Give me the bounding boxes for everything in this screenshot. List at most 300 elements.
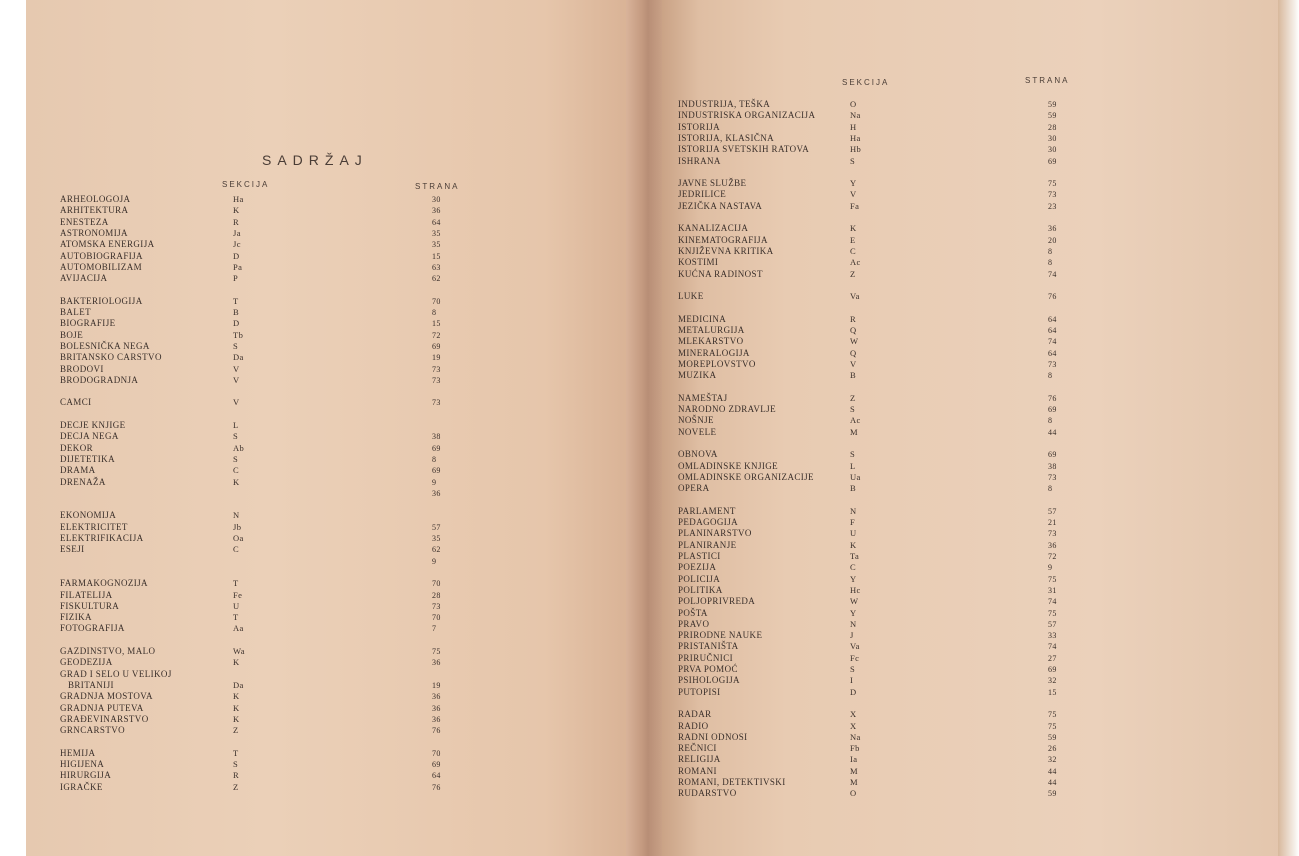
page-number: 69 bbox=[1048, 450, 1057, 460]
page-number: 15 bbox=[432, 251, 441, 261]
page-number: 76 bbox=[1048, 292, 1057, 302]
page-number: 75 bbox=[1048, 574, 1057, 584]
section-code: K bbox=[233, 476, 240, 487]
index-row bbox=[0, 630, 1299, 641]
index-row bbox=[0, 99, 1299, 110]
section-code: Ab bbox=[233, 442, 245, 453]
section-code: K bbox=[850, 223, 857, 234]
topic-name: AUTOMOBILIZAM bbox=[60, 261, 143, 272]
section-code: R bbox=[233, 216, 240, 227]
index-row bbox=[0, 709, 1299, 720]
section-code: Ac bbox=[850, 257, 861, 268]
page-number: 19 bbox=[432, 353, 441, 363]
section-code: Ac bbox=[850, 415, 861, 426]
topic-name: OMLADINSKE ORGANIZACIJE bbox=[678, 471, 814, 482]
page-number: 73 bbox=[432, 398, 441, 408]
section-code: M bbox=[850, 765, 858, 776]
topic-name: FISKULTURA bbox=[60, 600, 120, 611]
page-number: 36 bbox=[1048, 224, 1057, 234]
topic-name: REČNICI bbox=[678, 743, 717, 754]
section-code: O bbox=[850, 99, 857, 109]
topic-name: OPERA bbox=[678, 483, 710, 494]
page-number: 70 bbox=[432, 296, 441, 306]
page-number: 70 bbox=[432, 748, 441, 758]
page-number: 8 bbox=[1048, 246, 1053, 256]
left-header-strana: STRANA bbox=[415, 182, 460, 191]
topic-name: POLJOPRIVREDA bbox=[678, 596, 756, 607]
section-code: S bbox=[233, 340, 239, 351]
page-number: 8 bbox=[1048, 416, 1053, 426]
index-row bbox=[0, 540, 1299, 551]
topic-name: PRISTANIŠTA bbox=[678, 641, 739, 652]
section-code: O bbox=[850, 788, 857, 799]
index-row bbox=[0, 223, 1299, 234]
left-header-sekcija: SEKCIJA bbox=[222, 180, 270, 189]
section-code: Z bbox=[233, 781, 239, 792]
section-code: Na bbox=[850, 110, 861, 121]
page-number: 73 bbox=[432, 601, 441, 611]
topic-name: DRENAŽA bbox=[60, 476, 106, 487]
section-code: I bbox=[850, 675, 854, 686]
page-number: 64 bbox=[1048, 348, 1057, 358]
page-number: 28 bbox=[432, 590, 441, 600]
section-code: Z bbox=[233, 725, 239, 736]
section-code: K bbox=[233, 205, 240, 216]
page-number: 57 bbox=[432, 522, 441, 532]
section-code: H bbox=[850, 121, 857, 132]
topic-name: MEDICINA bbox=[678, 313, 727, 324]
index-row bbox=[0, 269, 1299, 280]
index-row bbox=[0, 788, 1299, 799]
index-row bbox=[0, 732, 1299, 743]
topic-name: IGRAČKE bbox=[60, 781, 103, 792]
topic-name: CAMCI bbox=[60, 397, 92, 408]
index-row bbox=[0, 483, 1299, 494]
topic-name: GEODEZIJA bbox=[60, 657, 113, 668]
index-row bbox=[0, 156, 1299, 167]
section-code: S bbox=[850, 449, 856, 460]
page-number: 73 bbox=[1048, 472, 1057, 482]
page-number: 74 bbox=[1048, 269, 1057, 279]
section-code: Z bbox=[850, 268, 856, 279]
section-code: R bbox=[850, 313, 857, 324]
section-code: C bbox=[850, 562, 857, 573]
topic-name: GRNCARSTVO bbox=[60, 725, 126, 736]
index-row bbox=[0, 314, 1299, 325]
topic-name: AVIJACIJA bbox=[60, 273, 108, 284]
topic-name: GRADNJA PUTEVA bbox=[60, 702, 144, 713]
page-number: 27 bbox=[1048, 653, 1057, 663]
topic-name: PRIRUČNICI bbox=[678, 652, 734, 663]
page-number: 20 bbox=[1048, 235, 1057, 245]
section-code: J bbox=[850, 630, 854, 641]
section-code: F bbox=[850, 517, 856, 528]
index-row bbox=[0, 461, 1299, 472]
section-code: B bbox=[850, 483, 857, 494]
index-row bbox=[0, 133, 1299, 144]
page-number: 9 bbox=[432, 556, 437, 566]
index-row bbox=[0, 415, 1299, 426]
page-number: 33 bbox=[1048, 631, 1057, 641]
section-code: Va bbox=[850, 291, 860, 302]
section-code: Pa bbox=[233, 261, 243, 272]
topic-name: POEZIJA bbox=[678, 562, 717, 573]
section-code: Jb bbox=[233, 521, 242, 532]
topic-name: GRAĐEVINARSTVO bbox=[60, 713, 149, 724]
page-number: 74 bbox=[1048, 597, 1057, 607]
section-code: K bbox=[233, 657, 240, 668]
page-number: 73 bbox=[1048, 529, 1057, 539]
page-number: 70 bbox=[432, 613, 441, 623]
topic-name: POLITIKA bbox=[678, 584, 723, 595]
index-row bbox=[0, 721, 1299, 732]
topic-name: NOŠNJE bbox=[678, 415, 714, 426]
page-title: SADRŽAJ bbox=[262, 152, 368, 168]
page-number: 8 bbox=[1048, 484, 1053, 494]
index-row bbox=[0, 122, 1299, 133]
page-number: 32 bbox=[1048, 755, 1057, 765]
section-code: K bbox=[233, 691, 240, 702]
section-code: Oa bbox=[233, 533, 244, 543]
page-number: 30 bbox=[432, 195, 441, 204]
page-number: 59 bbox=[1048, 100, 1057, 109]
section-code: V bbox=[233, 374, 240, 385]
section-code: Hc bbox=[850, 584, 861, 595]
section-code: W bbox=[850, 596, 859, 607]
topic-name: KNJIŽEVNA KRITIKA bbox=[678, 245, 774, 256]
page-number: 32 bbox=[1048, 676, 1057, 686]
page-number: 35 bbox=[432, 534, 441, 543]
page-number: 70 bbox=[432, 579, 441, 589]
topic-name: DECJE KNJIGE bbox=[60, 420, 126, 430]
topic-name: DEKOR bbox=[60, 442, 93, 453]
section-code: Wa bbox=[233, 646, 245, 656]
topic-name: FILATELIJA bbox=[60, 589, 113, 600]
topic-name: POLICIJA bbox=[678, 573, 721, 584]
page-number: 36 bbox=[432, 703, 441, 713]
section-code: Fe bbox=[233, 589, 243, 600]
topic-name: BAKTERIOLOGIJA bbox=[60, 295, 143, 306]
topic-name: HEMIJA bbox=[60, 747, 96, 758]
section-code: S bbox=[233, 453, 239, 464]
topic-name: RADNI ODNOSI bbox=[678, 731, 748, 742]
topic-name: PLANINARSTVO bbox=[678, 528, 752, 539]
topic-name: EKONOMIJA bbox=[60, 510, 117, 521]
topic-name: PARLAMENT bbox=[678, 505, 736, 516]
page-number: 62 bbox=[432, 274, 441, 284]
section-code: K bbox=[850, 539, 857, 550]
page-number: 74 bbox=[1048, 337, 1057, 347]
page-number: 36 bbox=[432, 206, 441, 216]
index-row bbox=[0, 427, 1299, 438]
index-row bbox=[0, 370, 1299, 381]
topic-name: METALURGIJA bbox=[678, 325, 745, 335]
topic-name: MOREPLOVSTVO bbox=[678, 358, 756, 369]
page-number: 72 bbox=[432, 330, 441, 340]
topic-name: ISHRANA bbox=[678, 155, 721, 166]
section-code: D bbox=[233, 318, 240, 329]
page-number: 75 bbox=[1048, 608, 1057, 618]
topic-name: RADIO bbox=[678, 720, 709, 731]
page-number: 59 bbox=[1048, 732, 1057, 742]
page-number: 69 bbox=[1048, 156, 1057, 166]
section-code: C bbox=[233, 544, 240, 555]
section-code: Ia bbox=[850, 754, 858, 765]
page-number: 15 bbox=[1048, 687, 1057, 697]
index-row bbox=[0, 608, 1299, 619]
section-code: S bbox=[233, 431, 239, 442]
section-code: B bbox=[233, 307, 240, 317]
section-code: M bbox=[850, 777, 858, 787]
topic-name: JEDRILICE bbox=[678, 189, 727, 200]
topic-name: LUKE bbox=[678, 291, 704, 302]
topic-name: MLEKARSTVO bbox=[678, 336, 744, 347]
section-code: K bbox=[233, 713, 240, 724]
page-number: 57 bbox=[1048, 506, 1057, 516]
topic-name: KINEMATOGRAFIJA bbox=[678, 234, 768, 245]
topic-name: FOTOGRAFIJA bbox=[60, 623, 125, 634]
page-number: 75 bbox=[432, 647, 441, 656]
index-row bbox=[0, 562, 1299, 573]
page-number: 72 bbox=[1048, 552, 1057, 561]
topic-name: FIZIKA bbox=[60, 612, 92, 623]
topic-name: ELEKTRIFIKACIJA bbox=[60, 533, 144, 543]
topic-name: MUZIKA bbox=[678, 370, 717, 381]
topic-name: DIJETETIKA bbox=[60, 453, 115, 464]
topic-name: RELIGIJA bbox=[678, 754, 721, 765]
index-row bbox=[0, 110, 1299, 121]
page-number: 76 bbox=[432, 782, 441, 792]
index-row bbox=[0, 144, 1299, 155]
section-code: Da bbox=[233, 679, 244, 690]
index-row bbox=[0, 449, 1299, 460]
topic-name: BRITANSKO CARSTVO bbox=[60, 352, 162, 363]
page-number: 7 bbox=[432, 624, 437, 634]
index-row bbox=[0, 619, 1299, 630]
section-code: Y bbox=[850, 178, 857, 189]
index-row bbox=[0, 585, 1299, 596]
page-number: 74 bbox=[1048, 642, 1057, 652]
section-code: N bbox=[850, 505, 857, 516]
index-row bbox=[0, 235, 1299, 246]
topic-name: ARHEOLOGOJA bbox=[60, 194, 131, 204]
section-code: Q bbox=[850, 347, 857, 358]
topic-name: NARODNO ZDRAVLJE bbox=[678, 404, 776, 415]
page-number: 38 bbox=[432, 432, 441, 442]
right-header-strana: STRANA bbox=[1025, 76, 1070, 85]
page-number: 69 bbox=[432, 760, 441, 769]
index-row bbox=[0, 517, 1299, 528]
index-row bbox=[0, 348, 1299, 359]
page-number: 44 bbox=[1048, 427, 1057, 437]
topic-name: BRODOVI bbox=[60, 363, 104, 374]
section-code: V bbox=[850, 189, 857, 200]
topic-name: AUTOBIOGRAFIJA bbox=[60, 250, 143, 261]
page-number: 69 bbox=[432, 341, 441, 351]
topic-name: ASTRONOMIJA bbox=[60, 227, 128, 238]
page-number: 26 bbox=[1048, 744, 1057, 754]
section-code: Ua bbox=[850, 471, 861, 482]
index-row bbox=[0, 687, 1299, 698]
section-code: N bbox=[233, 510, 240, 521]
topic-name: PRVA POMOĆ bbox=[678, 664, 738, 674]
section-code: Ta bbox=[850, 551, 860, 561]
page-number: 76 bbox=[1048, 393, 1057, 403]
index-row bbox=[0, 777, 1299, 788]
topic-name: INDUSTRISKA ORGANIZACIJA bbox=[678, 110, 816, 121]
section-code: V bbox=[850, 358, 857, 369]
topic-name: GAZDINSTVO, MALO bbox=[60, 646, 156, 656]
topic-name: ISTORIJA bbox=[678, 121, 721, 132]
topic-name: BOLESNIČKA NEGA bbox=[60, 340, 150, 351]
index-row bbox=[0, 754, 1299, 765]
index-row bbox=[0, 574, 1299, 585]
section-code: Aa bbox=[233, 623, 244, 634]
section-code: E bbox=[850, 234, 856, 245]
section-code: L bbox=[850, 460, 856, 471]
section-code: X bbox=[850, 709, 857, 720]
section-code: M bbox=[850, 426, 858, 437]
page-number: 23 bbox=[1048, 201, 1057, 211]
page-number: 64 bbox=[1048, 326, 1057, 335]
topic-name: ATOMSKA ENERGIJA bbox=[60, 239, 155, 250]
page-number: 8 bbox=[432, 308, 437, 317]
section-code: Ja bbox=[233, 227, 241, 238]
index-row bbox=[0, 359, 1299, 370]
topic-name: KOSTIMI bbox=[678, 257, 719, 268]
section-code: C bbox=[233, 465, 240, 476]
page-number: 9 bbox=[1048, 563, 1053, 573]
page-number: 35 bbox=[432, 240, 441, 250]
topic-name: BRITANIJI bbox=[68, 679, 114, 690]
page-number: 57 bbox=[1048, 619, 1057, 629]
page-number: 30 bbox=[1048, 133, 1057, 143]
index-row bbox=[0, 596, 1299, 607]
section-code: T bbox=[233, 295, 239, 306]
topic-name: ISTORIJA, KLASIČNA bbox=[678, 132, 775, 143]
topic-name: POŠTA bbox=[678, 607, 708, 618]
index-row bbox=[0, 404, 1299, 415]
page-number: 44 bbox=[1048, 766, 1057, 776]
page-number: 28 bbox=[1048, 122, 1057, 132]
index-row bbox=[0, 325, 1299, 336]
page-number: 30 bbox=[1048, 145, 1057, 155]
topic-name: RUDARSTVO bbox=[678, 788, 737, 799]
section-code: Fc bbox=[850, 652, 860, 663]
topic-name: HIRURGIJA bbox=[60, 770, 112, 781]
index-row bbox=[0, 743, 1299, 754]
page-number: 69 bbox=[1048, 665, 1057, 674]
topic-name: NAMEŠTAJ bbox=[678, 392, 728, 403]
section-code: S bbox=[850, 664, 856, 674]
section-code: Va bbox=[850, 641, 860, 652]
topic-name: BOJE bbox=[60, 329, 84, 340]
index-row bbox=[0, 189, 1299, 200]
page-number: 36 bbox=[432, 488, 441, 498]
section-code: S bbox=[850, 155, 856, 166]
page-number: 59 bbox=[1048, 111, 1057, 121]
topic-name: ISTORIJA SVETSKIH RATOVA bbox=[678, 144, 810, 155]
page-number: 75 bbox=[1048, 179, 1057, 189]
page-number: 8 bbox=[1048, 371, 1053, 381]
section-code: Q bbox=[850, 325, 857, 335]
index-row bbox=[0, 291, 1299, 302]
index-row bbox=[0, 472, 1299, 483]
topic-name: PRIRODNE NAUKE bbox=[678, 630, 763, 641]
index-row bbox=[0, 653, 1299, 664]
topic-name: PLASTICI bbox=[678, 551, 721, 561]
index-row bbox=[0, 201, 1299, 212]
topic-name: ROMANI bbox=[678, 765, 717, 776]
page-number: 8 bbox=[1048, 258, 1053, 268]
index-row bbox=[0, 766, 1299, 777]
page-number: 73 bbox=[432, 375, 441, 385]
index-row bbox=[0, 528, 1299, 539]
page-number: 76 bbox=[432, 726, 441, 736]
section-code: Hb bbox=[850, 144, 862, 155]
topic-name: BIOGRAFIJE bbox=[60, 318, 116, 329]
index-row bbox=[0, 551, 1299, 562]
topic-name: JAVNE SLUŽBE bbox=[678, 178, 747, 189]
page-number: 69 bbox=[1048, 405, 1057, 415]
page-number: 15 bbox=[432, 319, 441, 329]
page-number: 75 bbox=[1048, 721, 1057, 731]
topic-name: PUTOPISI bbox=[678, 686, 721, 697]
topic-name: ARHITEKTURA bbox=[60, 205, 129, 216]
topic-name: INDUSTRIJA, TEŠKA bbox=[678, 99, 771, 109]
page-number: 73 bbox=[1048, 190, 1057, 200]
page-number: 36 bbox=[432, 658, 441, 668]
index-row bbox=[0, 675, 1299, 686]
page-number: 69 bbox=[432, 443, 441, 453]
topic-name: DECJA NEGA bbox=[60, 431, 119, 442]
topic-name: BRODOGRADNJA bbox=[60, 374, 139, 385]
topic-name: MINERALOGIJA bbox=[678, 347, 750, 358]
topic-name: RADAR bbox=[678, 709, 712, 720]
section-code: Ha bbox=[850, 132, 861, 143]
page-number: 64 bbox=[432, 771, 441, 781]
topic-name: KANALIZACIJA bbox=[678, 223, 749, 234]
section-code: Da bbox=[233, 352, 244, 363]
index-row bbox=[0, 393, 1299, 404]
section-code: R bbox=[233, 770, 240, 781]
section-code: Ha bbox=[233, 194, 244, 204]
topic-name: PLANIRANJE bbox=[678, 539, 737, 550]
section-code: V bbox=[233, 363, 240, 374]
index-row bbox=[0, 664, 1299, 675]
section-code: Jc bbox=[233, 239, 241, 250]
page-number: 38 bbox=[1048, 461, 1057, 471]
section-code: Y bbox=[850, 573, 857, 584]
section-code: Na bbox=[850, 731, 861, 742]
page-number: 36 bbox=[1048, 540, 1057, 550]
page-number: 31 bbox=[1048, 585, 1057, 595]
section-code: W bbox=[850, 336, 859, 347]
page-number: 73 bbox=[1048, 359, 1057, 369]
section-code: Y bbox=[850, 607, 857, 618]
section-code: X bbox=[850, 720, 857, 731]
section-code: T bbox=[233, 747, 239, 758]
topic-name: PEDAGOGIJA bbox=[678, 517, 738, 528]
page-number: 35 bbox=[432, 228, 441, 238]
topic-name: PRAVO bbox=[678, 618, 710, 629]
topic-name: ELEKTRICITET bbox=[60, 521, 128, 532]
section-code: S bbox=[850, 404, 856, 415]
page-number: 8 bbox=[432, 454, 437, 464]
topic-name: ROMANI, DETEKTIVSKI bbox=[678, 777, 786, 787]
page-number: 19 bbox=[432, 680, 441, 690]
topic-name: PSIHOLOGIJA bbox=[678, 675, 740, 686]
